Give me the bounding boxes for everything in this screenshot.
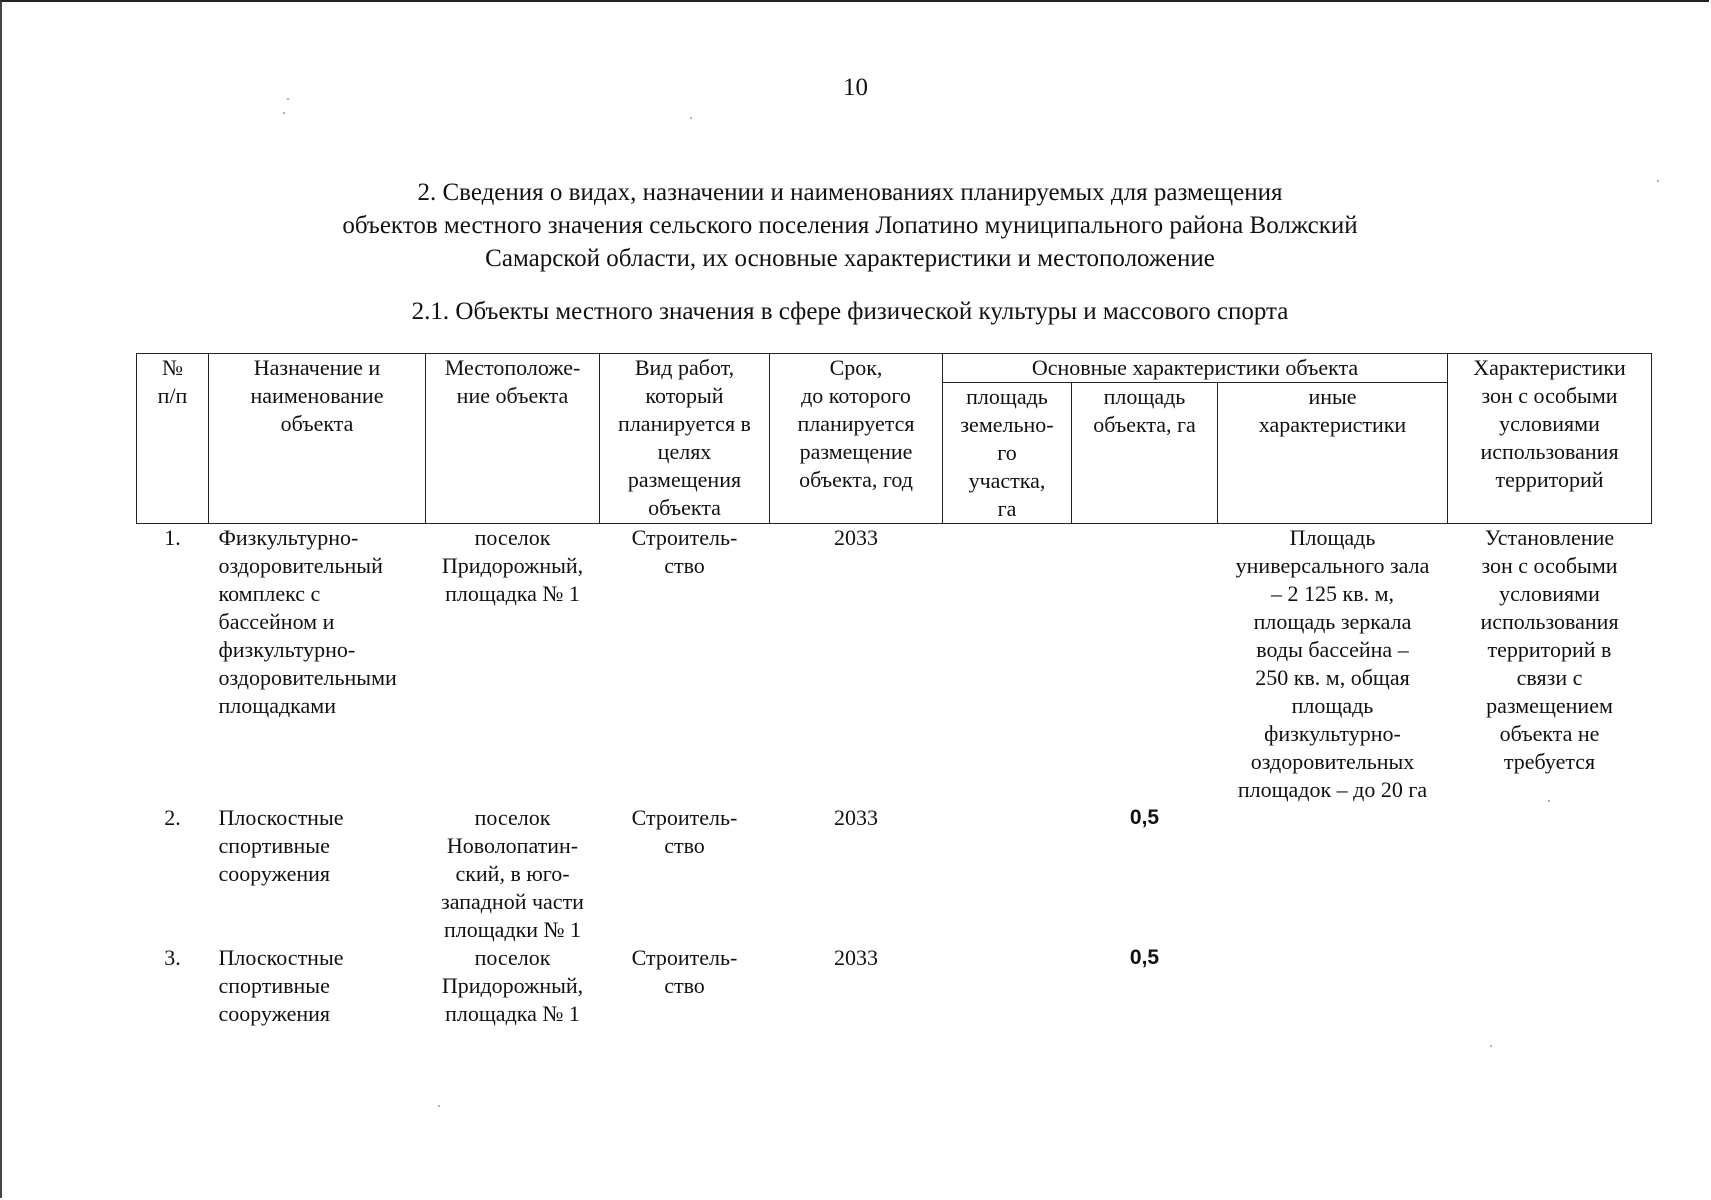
scan-speck <box>1657 180 1659 182</box>
cell-line: Строитель- <box>631 945 738 970</box>
row-zones <box>1448 944 1652 1034</box>
scan-speck <box>1490 1045 1492 1047</box>
row-term: 2033 <box>834 525 878 550</box>
cell-line: го <box>997 440 1017 465</box>
cell-line: Местоположе- <box>444 355 581 380</box>
row-term: 2033 <box>834 805 878 830</box>
document-title-line: 2. Сведения о видах, назначении и наименованиях планируемых для размещения <box>417 179 1283 206</box>
cell-line: использования <box>1480 439 1619 464</box>
cell-line: объекта не <box>1499 721 1600 746</box>
cell-line: до которого <box>801 383 911 408</box>
cell-line: Плоскостные <box>218 805 344 830</box>
cell-line: поселок <box>474 945 551 970</box>
cell-line: наименование <box>250 383 384 408</box>
table-body <box>137 524 1652 1035</box>
cell-line: Вид работ, <box>634 355 735 380</box>
row-zones <box>1448 524 1652 805</box>
cell-line: целях <box>657 439 712 464</box>
row-num: 1. <box>164 525 181 550</box>
row-land-area <box>943 524 1072 805</box>
cell-line: Срок, <box>829 355 883 380</box>
header-other <box>1218 383 1448 524</box>
table-row <box>137 804 1652 944</box>
row-work-type <box>600 524 770 805</box>
cell-line: комплекс с <box>218 581 321 606</box>
cell-line: характеристики <box>1258 412 1407 437</box>
cell-line: Плоскостные <box>218 945 344 970</box>
cell-line: Физкультурно- <box>218 525 359 550</box>
cell-line: территорий в <box>1487 637 1612 662</box>
cell-line: площадь <box>1291 693 1374 718</box>
cell-line: площадка № 1 <box>445 581 580 606</box>
cell-line: ство <box>664 553 705 578</box>
header-location <box>426 354 600 524</box>
header-land-area <box>943 383 1072 524</box>
table-header <box>137 354 1652 524</box>
cell-line: зон с особыми <box>1481 383 1618 408</box>
row-other <box>1218 944 1448 1034</box>
cell-line: оздоровительными <box>218 665 397 690</box>
header-term <box>770 354 943 524</box>
scan-speck <box>1548 800 1550 802</box>
row-other <box>1218 804 1448 944</box>
cell-line: планируется <box>797 411 915 436</box>
objects-table <box>136 353 1652 1034</box>
cell-line: га <box>997 496 1017 521</box>
cell-line: который <box>645 383 724 408</box>
cell-line: Площадь <box>1289 525 1376 550</box>
cell-line: п/п <box>157 383 188 408</box>
cell-line: объекта, год <box>799 467 913 492</box>
cell-line: универсального зала <box>1235 553 1430 578</box>
scan-speck <box>438 1105 440 1107</box>
cell-line: связи с <box>1516 665 1583 690</box>
cell-line: объекта <box>648 495 721 520</box>
cell-line: ние объекта <box>456 383 569 408</box>
cell-line: спортивные <box>218 833 330 858</box>
row-name <box>209 944 426 1034</box>
row-term: 2033 <box>834 945 878 970</box>
cell-line: физкультурно- <box>218 637 356 662</box>
cell-line: территорий <box>1495 467 1604 492</box>
cell-line: сооружения <box>218 1001 331 1026</box>
cell-line: сооружения <box>218 861 331 886</box>
cell-line: воды бассейна – <box>1256 637 1409 662</box>
cell-line: физкультурно- <box>1264 721 1401 746</box>
document-title-line: объектов местного значения сельского поселения Лопатино муниципального района Волжский <box>342 212 1358 239</box>
cell-line: 250 кв. м, общая <box>1255 665 1410 690</box>
table-row <box>137 524 1652 805</box>
cell-line: условиями <box>1499 411 1600 436</box>
section-title: 2.1. Объекты местного значения в сфере физической культуры и массового спорта <box>411 298 1289 325</box>
scan-speck <box>690 117 692 119</box>
header-work-type <box>600 354 770 524</box>
row-location <box>426 804 600 944</box>
scan-speck <box>287 98 289 100</box>
row-object-area: 0,5 <box>1129 806 1160 829</box>
header-num <box>137 354 209 524</box>
row-location <box>426 524 600 805</box>
cell-line: использования <box>1480 609 1619 634</box>
cell-line: площадь <box>1103 384 1186 409</box>
row-location <box>426 944 600 1034</box>
cell-line: площадки № 1 <box>443 917 582 942</box>
cell-line: размещением <box>1486 693 1613 718</box>
cell-line: Строитель- <box>631 805 738 830</box>
cell-line: западной части <box>441 889 584 914</box>
table-row <box>137 944 1652 1034</box>
cell-line: Строитель- <box>631 525 738 550</box>
cell-line: требуется <box>1503 749 1596 774</box>
cell-line: поселок <box>474 525 551 550</box>
cell-line: – 2 125 кв. м, <box>1271 581 1394 606</box>
header-main-characteristics: Основные характеристики объекта <box>943 354 1448 383</box>
cell-line: условиями <box>1499 581 1600 606</box>
cell-line: размещение <box>799 439 913 464</box>
row-work-type <box>600 944 770 1034</box>
document-title <box>200 176 1500 275</box>
row-other <box>1218 524 1448 805</box>
cell-line: Установление <box>1484 525 1615 550</box>
cell-line: Придорожный, <box>441 973 584 998</box>
cell-line: участка, <box>968 468 1046 493</box>
document-title-line: Самарской области, их основные характеристики и местоположение <box>485 245 1215 272</box>
scan-speck <box>283 112 285 114</box>
row-object-area <box>1072 524 1218 805</box>
cell-line: № <box>162 355 183 380</box>
header-zones <box>1448 354 1652 524</box>
header-object-area <box>1072 383 1218 524</box>
cell-line: площадок – до 20 га <box>1237 777 1428 802</box>
row-object-area: 0,5 <box>1129 946 1160 969</box>
cell-line: ство <box>664 833 705 858</box>
row-land-area <box>943 944 1072 1034</box>
cell-line: оздоровительный <box>218 553 383 578</box>
cell-line: Характеристики <box>1473 355 1626 380</box>
cell-line: оздоровительных <box>1250 749 1415 774</box>
cell-line: площадь зеркала <box>1253 609 1412 634</box>
cell-line: объекта, га <box>1093 412 1196 437</box>
row-name <box>209 524 426 805</box>
cell-line: земельно- <box>960 412 1054 437</box>
cell-line: поселок <box>474 805 551 830</box>
page-number: 10 <box>843 74 868 101</box>
row-work-type <box>600 804 770 944</box>
row-zones <box>1448 804 1652 944</box>
cell-line: бассейном и <box>218 609 335 634</box>
cell-line: размещения <box>627 467 742 492</box>
header-name <box>209 354 426 524</box>
cell-line: планируется в <box>618 411 751 436</box>
cell-line: Назначение и <box>253 355 381 380</box>
row-num: 2. <box>164 805 181 830</box>
cell-line: ство <box>664 973 705 998</box>
cell-line: Придорожный, <box>441 553 584 578</box>
cell-line: площадь <box>966 384 1048 409</box>
cell-line: ский, в юго- <box>455 861 570 886</box>
row-land-area <box>943 804 1072 944</box>
row-name <box>209 804 426 944</box>
cell-line: площадка № 1 <box>445 1001 580 1026</box>
row-num: 3. <box>164 945 181 970</box>
cell-line: объекта <box>280 411 354 436</box>
cell-line: площадками <box>218 693 336 718</box>
cell-line: зон с особыми <box>1481 553 1618 578</box>
cell-line: спортивные <box>218 973 330 998</box>
cell-line: иные <box>1308 384 1357 409</box>
cell-line: Новолопатин- <box>446 833 579 858</box>
